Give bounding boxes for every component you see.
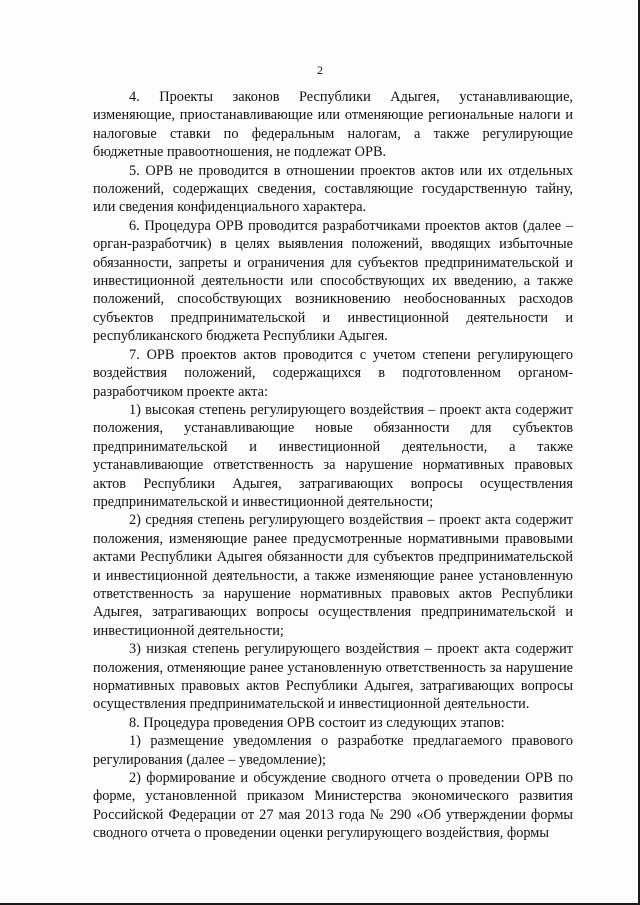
list-item-medium-degree: 2) средняя степень регулирующего воздействия – проект акта содержит положения, изменяющие ранее предусмотренные нормативными правовыми актами Республики Адыгея обязанности для субъектов предпринимательской и инвестиционной деятельности, а также изменяющие ранее установленную ответственность за нарушение нормативных правовых актов Республики Адыгея, затрагивающих вопросы осуществления предпринимательской и инвестиционной деятельности; — [93, 512, 573, 639]
list-item-notification: 1) размещение уведомления о разработке предлагаемого правового регулирования (далее – уведомление); — [93, 733, 573, 768]
document-body — [93, 88, 573, 843]
list-item-summary-report: 2) формирование и обсуждение сводного отчета о проведении ОРВ по форме, установленной приказом Министерства экономического развития Российской Федерации от 27 мая 2013 года № 290 «Об утверждении формы сводного отчета о проведении оценки регулирующего воздействия, формы — [93, 770, 573, 842]
paragraph-6-procedure: 6. Процедура ОРВ проводится разработчиками проектов актов (далее – орган-разработчик) в целях выявления положений, вводящих избыточные обязанности, запреты и ограничения для субъектов предпринимательской и инвестиционной деятельности или способствующих их введению, а также положений, способствующих возникновению необоснованных расходов субъектов предпринимательской и инвестиционной деятельности и республиканского бюджета Республики Адыгея. — [93, 217, 573, 345]
paragraph-4-tax-laws: 4. Проекты законов Республики Адыгея, устанавливающие, изменяющие, приостанавливающие или отменяющие региональные налоги и налоговые ставки по федеральным налогам, а также регулирующие бюджетные правоотношения, не подлежат ОРВ. — [93, 89, 573, 161]
paragraph-5-state-secret: 5. ОРВ не проводится в отношении проектов актов или их отдельных положений, содержащих сведения, составляющие государственную тайну, или сведения конфиденциального характера. — [93, 162, 573, 216]
page-number: 2 — [317, 63, 323, 77]
list-item-high-degree: 1) высокая степень регулирующего воздействия – проект акта содержит положения, устанавливающие новые обязанности для субъектов предпринимательской и инвестиционной деятельности, а также устанавливающие ответственность за нарушение нормативных правовых актов Республики Адыгея, затрагивающих вопросы осуществления предпринимательской и инвестиционной деятельности; — [93, 401, 573, 510]
paragraph-7-degree: 7. ОРВ проектов актов проводится с учетом степени регулирующего воздействия положений, содержащихся в подготовленном органом-разработчиком проекте акта: — [93, 346, 573, 400]
list-item-low-degree: 3) низкая степень регулирующего воздействия – проект акта содержит положения, отменяющие ранее установленную ответственность за нарушение нормативных правовых актов Республики Адыгея, затрагивающих вопросы осуществления предпринимательской и инвестиционной деятельности. — [93, 641, 573, 713]
paragraph-8-stages: 8. Процедура проведения ОРВ состоит из следующих этапов: — [129, 714, 505, 731]
